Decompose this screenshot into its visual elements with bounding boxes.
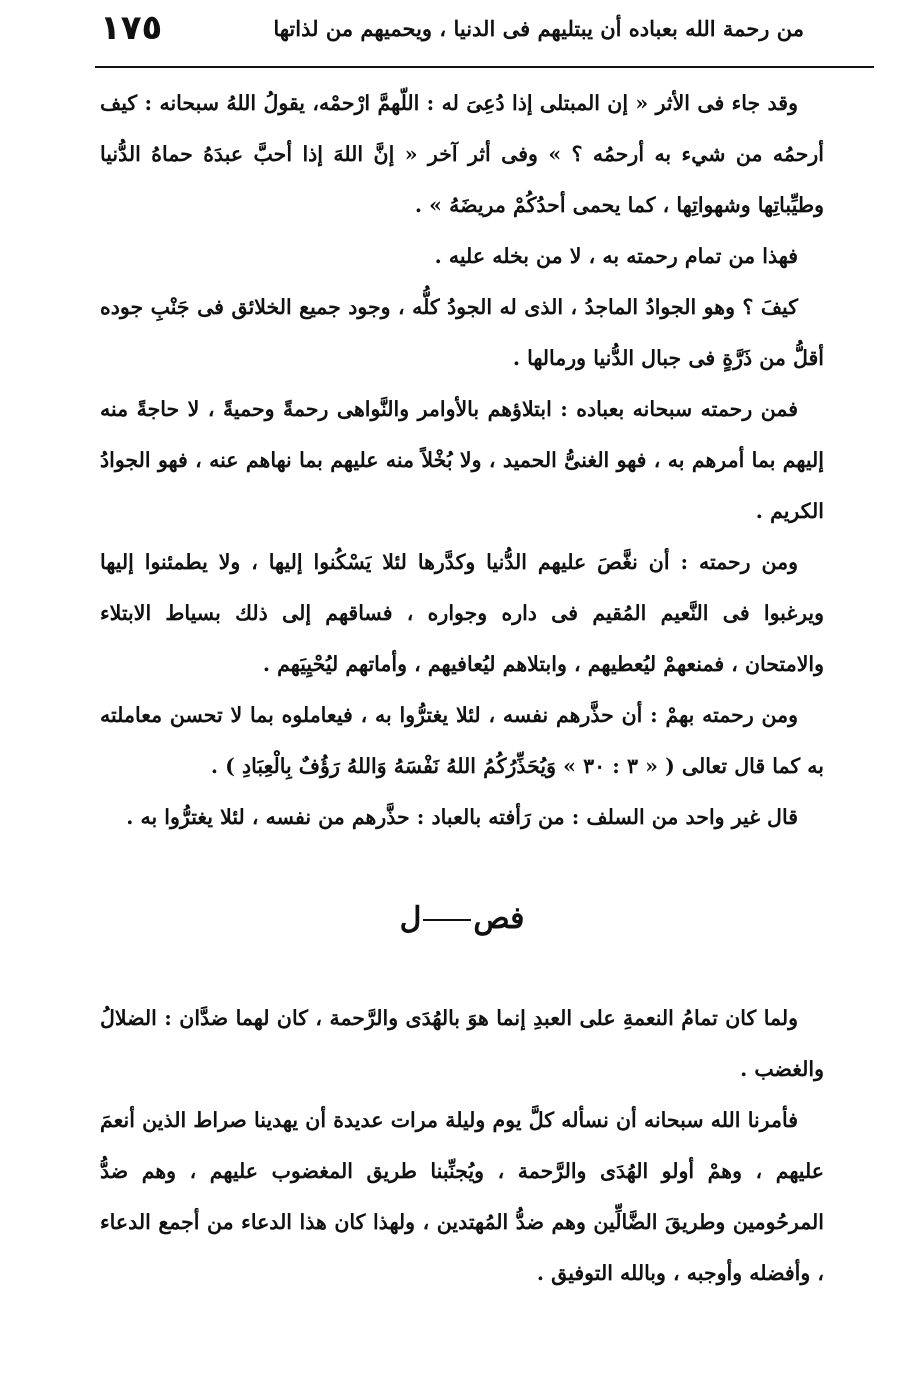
header-rule	[95, 66, 874, 68]
paragraph-athar: وقد جاء فى الأثر « إن المبتلى إذا دُعِىَ له : اللّهمَّ ارْحمْه، يقولُ اللهُ سبحانه : كيف أرحمُه من شيء به أرحمُه ؟ » وفى أثر آخر « إنَّ اللهَ إذا أحبَّ عبدَهُ حماهُ الدُّنيا وطيِّباتِها وشهواتِها ، كما يحمى أحدُكُمْ مريضَهُ » .	[100, 91, 824, 217]
running-head	[100, 6, 804, 50]
section-heading-last: ل	[399, 900, 422, 936]
paragraph-jawad: كيفَ ؟ وهو الجوادُ الماجدُ ، الذى له الجودُ كلُّه ، وجود جميع الخلائق فى جَنْبِ جوده أقلُّ من ذَرَّةٍ فى جبال الدُّنيا ورمالها .	[100, 295, 824, 370]
section-heading-kashida	[423, 919, 471, 921]
body-text	[100, 78, 824, 1299]
section-heading	[400, 893, 525, 944]
paragraph-salaf: قال غير واحد من السلف : من رَأفته بالعباد : حذَّرهم من نفسه ، لئلا يغترُّوا به .	[126, 805, 798, 829]
paragraph-ibtila: فمن رحمته سبحانه بعباده : ابتلاؤهم بالأوامر والنَّواهى رحمةً وحميةً ، لا حاجةً منه إليهم بما أمرهم به ، فهو الغنىُّ الحميد ، ولا بُخْلاً منه عليهم بما نهاهم عنه ، فهو الجوادُ الكريم .	[100, 397, 824, 523]
paragraph-huda: ولما كان تمامُ النعمةِ على العبدِ إنما هوَ بالهُدَى والرَّحمة ، كان لهما ضدَّان : الضلالُ والغضب .	[100, 1006, 824, 1081]
page-number: ١٧٥	[100, 8, 163, 48]
section-heading-first: فص	[473, 900, 525, 936]
running-title: من رحمة الله بعباده أن يبتليهم فى الدنيا ، ويحميهم من لذاتها	[273, 15, 804, 41]
paragraph-tahdhir: ومن رحمته بهمْ : أن حذَّرهم نفسه ، لئلا يغترُّوا به ، فيعاملوه بما لا تحسن معاملته به كما قال تعالى ( « ٣ : ٣٠ » وَيُحَذِّرُكُمُ اللهُ نَفْسَهُ وَاللهُ رَؤُفٌ بِالْعِبَادِ ) .	[100, 703, 824, 778]
section-block	[100, 843, 824, 993]
paragraph-tanghis: ومن رحمته : أن نغَّصَ عليهم الدُّنيا وكدَّرها لئلا يَسْكُنوا إليها ، ولا يطمئنوا إليها ويرغبوا فى النَّعيم المُقيم فى داره وجواره ، فساقهم إلى ذلك بسياط الابتلاء والامتحان ، فمنعهمْ ليُعطيهم ، وابتلاهم ليُعافيهم ، وأماتهم ليُحْيِيَهم .	[100, 550, 824, 676]
paragraph-rahma: فهذا من تمام رحمته به ، لا من بخله عليه .	[434, 244, 798, 268]
paragraph-dua: فأمرنا الله سبحانه أن نسأله كلَّ يوم وليلة مرات عديدة أن يهدينا صراط الذين أنعمَ عليهم ، وهمْ أولو الهُدَى والرَّحمة ، ويُجنِّبنا طريق المغضوب عليهم ، وهم ضدُّ المرحُومين وطريقَ الضَّالِّين وهم ضدُّ المُهتدين ، ولهذا كان هذا الدعاء من أجمع الدعاء ، وأفضله وأوجبه ، وبالله التوفيق .	[100, 1108, 824, 1285]
